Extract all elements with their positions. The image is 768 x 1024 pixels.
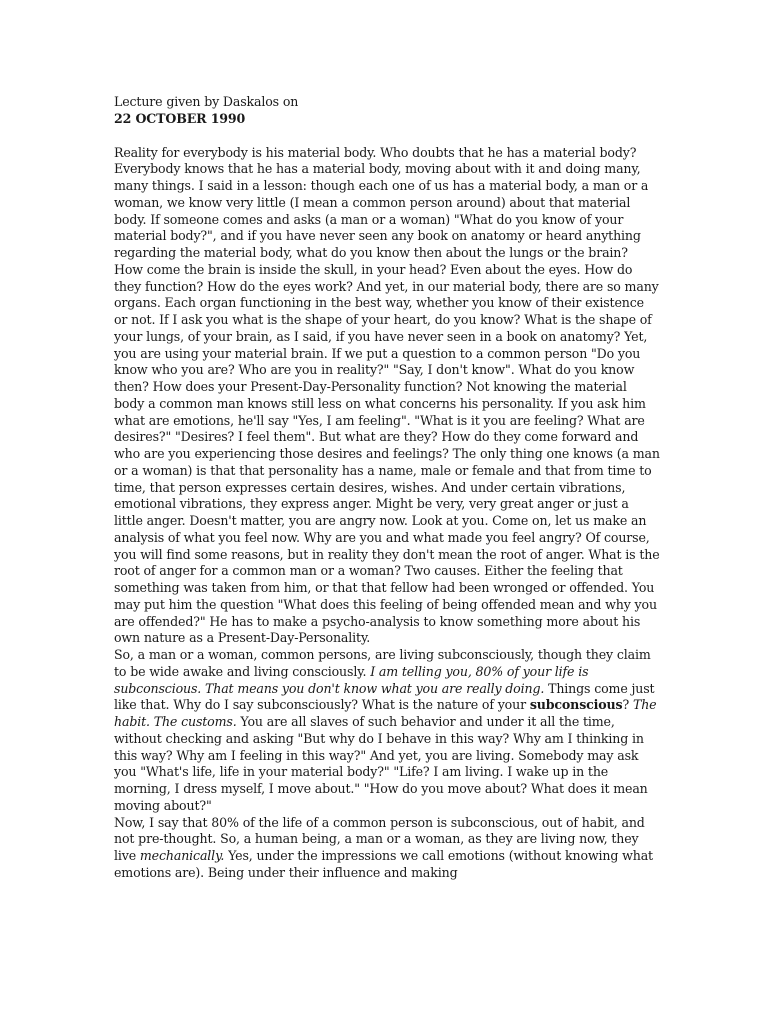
paragraph-2 <box>114 647 660 815</box>
text-run: Yes, under the impressions we call emotions (without knowing what emotions are). Being under their influence and making <box>114 848 653 880</box>
document-body <box>114 94 660 882</box>
text-run: Now, I say that 80% of the life of a common person is subconscious, out of habit, and not pre-thought. So, a human being, a man or a woman, as they are living now, they live <box>114 814 645 863</box>
lecture-intro: Lecture given by Daskalos on <box>114 94 299 109</box>
italic-text-run: The habit. The customs. <box>114 697 657 729</box>
lecture-date: 22 OCTOBER 1990 <box>114 110 246 126</box>
spacer <box>114 128 660 145</box>
italic-text-run: mechanically. <box>139 848 225 863</box>
text-run: You are all slaves of such behavior and under it all the time, without checking and asking "But why do I behave in this way? Why am I thinking in this way? Why am I feeling in this way?" And yet, you are living. Somebody may ask you "What's life, life in your material body?" "Life? I am living. I wake up in the morning, I dress myself, I move about." "How do you move about? What does it mean moving about?" <box>114 714 648 813</box>
text-run: ? <box>622 697 633 713</box>
bold-text-run: subconscious <box>529 697 623 713</box>
paragraph-3 <box>114 815 660 882</box>
paragraph-1 <box>114 145 660 648</box>
italic-text-run: I am telling you, 80% of your life is subconscious. That means you don't know what you are really doing. <box>114 663 589 696</box>
text-run: Things come just like that. Why do I say subconsciously? What is the nature of your <box>114 680 655 713</box>
text-run: So, a man or a woman, common persons, are living subconsciously, though they claim to be wide awake and living consciously. <box>114 647 651 679</box>
text-run: Reality for everybody is his material body. Who doubts that he has a material body? Everybody knows that he has a material body, moving about with it and doing many, many things. I said in a lesson: though each one of us has a material body, a man or a woman, we know very little (I mean a common person around) about that material body. If someone comes and asks (a man or a woman) "What do you know of your material body?", and if you have never seen any book on anatomy or heard anything regarding the material body, what do you know then about the lungs or the brain? How come the brain is inside the skull, in your head? Even about the eyes. How do they function? How do the eyes work? And yet, in our material body, there are so many organs. Each organ functioning in the best way, whether you know of their existence or not. If I ask you what is the shape of your heart, do you know? What is the shape of your lungs, of your brain, as I said, if you have never seen in a book on anatomy? Yet, you are using your material brain. If we put a question to a common person "Do you know who you are? Who are you in reality?" "Say, I don't know". What do you know then? How does your Present-Day-Personality function? Not knowing the material body a common man knows still less on what concerns his personality. If you ask him what are emotions, he'll say "Yes, I am feeling". "What is it you are feeling? What are desires?" "Desires? I feel them". But what are they? How do they come forward and who are you experiencing those desires and feelings? The only thing one knows (a man or a woman) is that that personality has a name, male or female and that from time to time, that person expresses certain desires, wishes. And under certain vibrations, emotional vibrations, they express anger. Might be very, very great anger or just a little anger. Doesn't matter, you are angry now. Look at you. Come on, let us make an analysis of what you feel now. Why are you and what made you feel angry? Of course, you will find some reasons, but in reality they don't mean the root of anger. What is the root of anger for a common man or a woman? Two causes. Either the feeling that something was taken from him, or that that fellow had been wronged or offended. You may put him the question "What does this feeling of being offended mean and why you are offended?" He has to make a psycho-analysis to know something more about his own nature as a Present-Day-Personality. <box>114 144 660 646</box>
